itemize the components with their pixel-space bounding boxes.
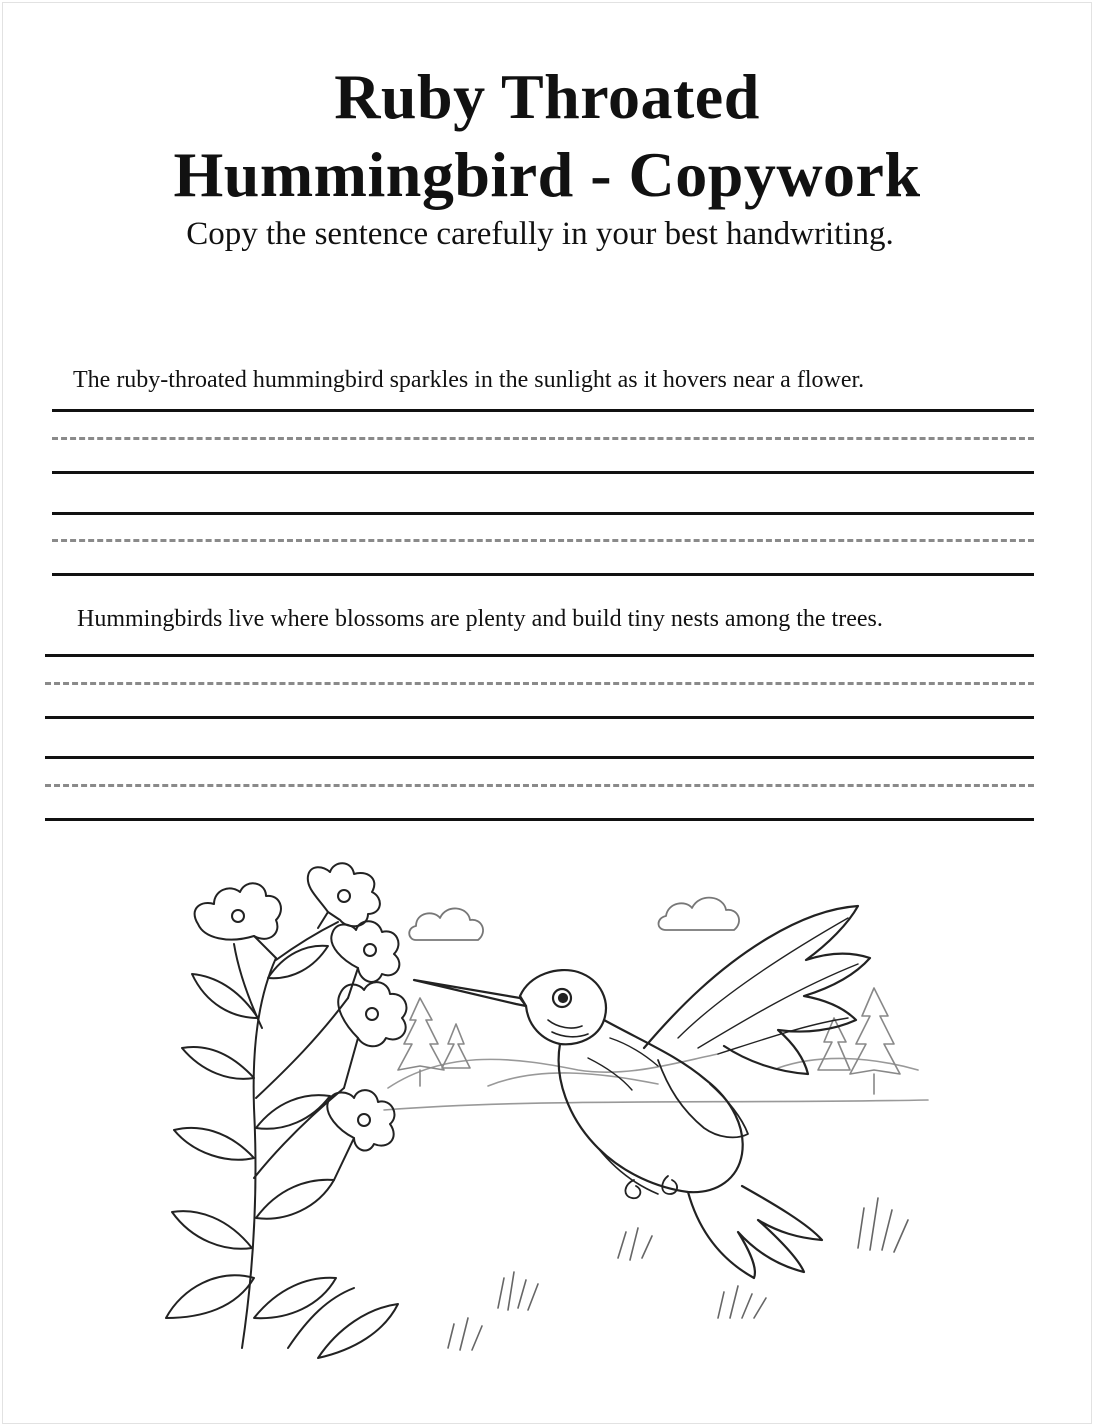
writing-line-top [45,756,1034,759]
copy-sentence-1: The ruby-throated hummingbird sparkles in the sunlight as it hovers near a flower. [73,367,865,393]
writing-line-top [52,409,1034,412]
writing-line-top [45,654,1034,657]
writing-line-mid [52,437,1034,440]
writing-line-mid [52,539,1034,542]
writing-line-base [52,471,1034,474]
copy-sentence-2: Hummingbirds live where blossoms are plenty and build tiny nests among the trees. [77,606,883,632]
writing-line-base [45,818,1034,821]
flower-icon [308,863,380,928]
pine-tree-icon [398,998,444,1086]
writing-line-mid [45,682,1034,685]
cloud-icon [659,898,740,930]
pine-tree-icon [850,988,900,1094]
hummingbird-illustration [158,848,938,1368]
instructions: Copy the sentence carefully in your best handwriting. [186,216,894,252]
writing-line-base [52,573,1034,576]
flower-icon [195,883,281,958]
writing-line-base [45,716,1034,719]
cloud-icon [409,908,483,940]
grass-icon [448,1198,908,1350]
writing-line-top [52,512,1034,515]
title-line-1: Ruby Throated [334,61,760,132]
leaf-icon [166,946,398,1358]
title-line-2: Hummingbird - Copywork [173,139,921,210]
hummingbird-icon [414,906,870,1278]
pine-tree-icon [818,1018,850,1070]
writing-line-mid [45,784,1034,787]
flower-icon [327,1090,394,1180]
page-title [0,58,1094,214]
